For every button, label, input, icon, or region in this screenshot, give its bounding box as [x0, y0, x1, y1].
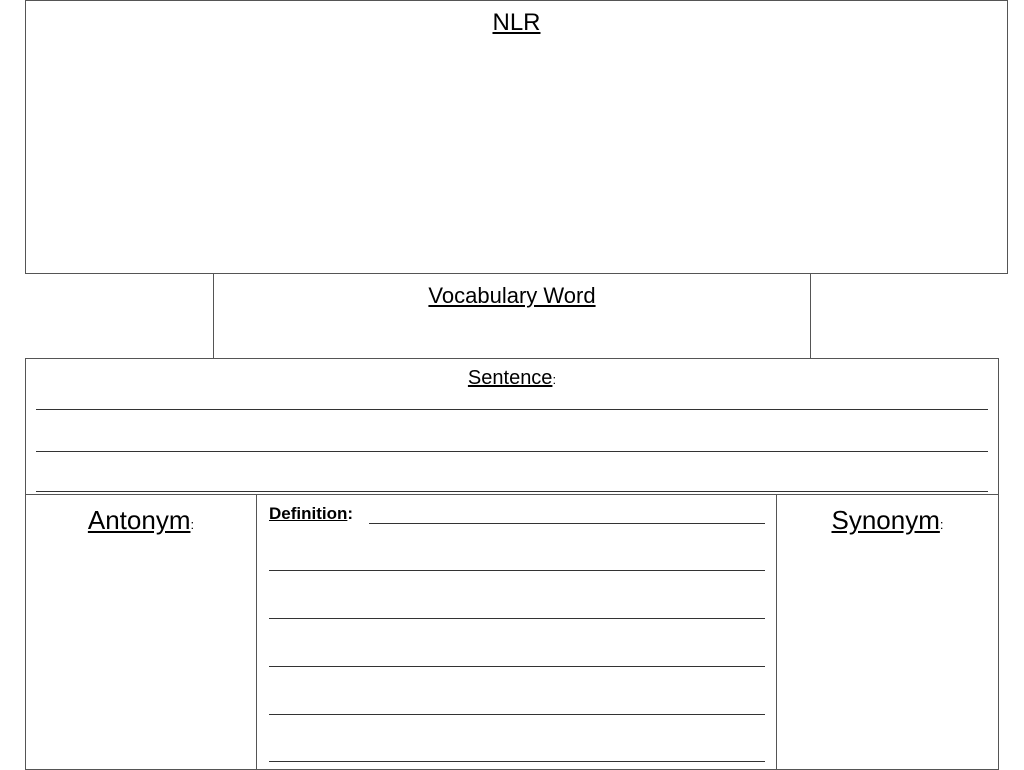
synonym-colon: : — [939, 517, 944, 532]
definition-line — [269, 714, 765, 715]
definition-heading — [269, 504, 353, 524]
definition-colon: : — [347, 504, 354, 523]
antonym-title: Antonym — [87, 505, 191, 535]
antonym-box — [25, 494, 257, 770]
sentence-line — [36, 491, 988, 492]
definition-line — [269, 761, 765, 762]
sentence-heading — [26, 367, 998, 390]
definition-title: Definition — [269, 504, 348, 523]
synonym-heading — [777, 505, 998, 536]
vocabulary-word-title: Vocabulary Word — [428, 283, 596, 308]
definition-box — [256, 494, 777, 770]
nlr-box — [25, 0, 1008, 274]
sentence-colon: : — [552, 372, 557, 387]
definition-line — [269, 618, 765, 619]
definition-line — [269, 570, 765, 571]
synonym-title: Synonym — [831, 505, 940, 535]
vocabulary-word-box — [213, 273, 811, 359]
sentence-line — [36, 451, 988, 452]
sentence-line — [36, 409, 988, 410]
antonym-heading — [26, 505, 256, 536]
sentence-title: Sentence — [467, 367, 553, 389]
definition-line — [269, 666, 765, 667]
definition-line — [369, 523, 765, 524]
synonym-box — [776, 494, 999, 770]
sentence-box — [25, 358, 999, 495]
antonym-colon: : — [190, 517, 195, 532]
nlr-title: NLR — [492, 9, 541, 36]
